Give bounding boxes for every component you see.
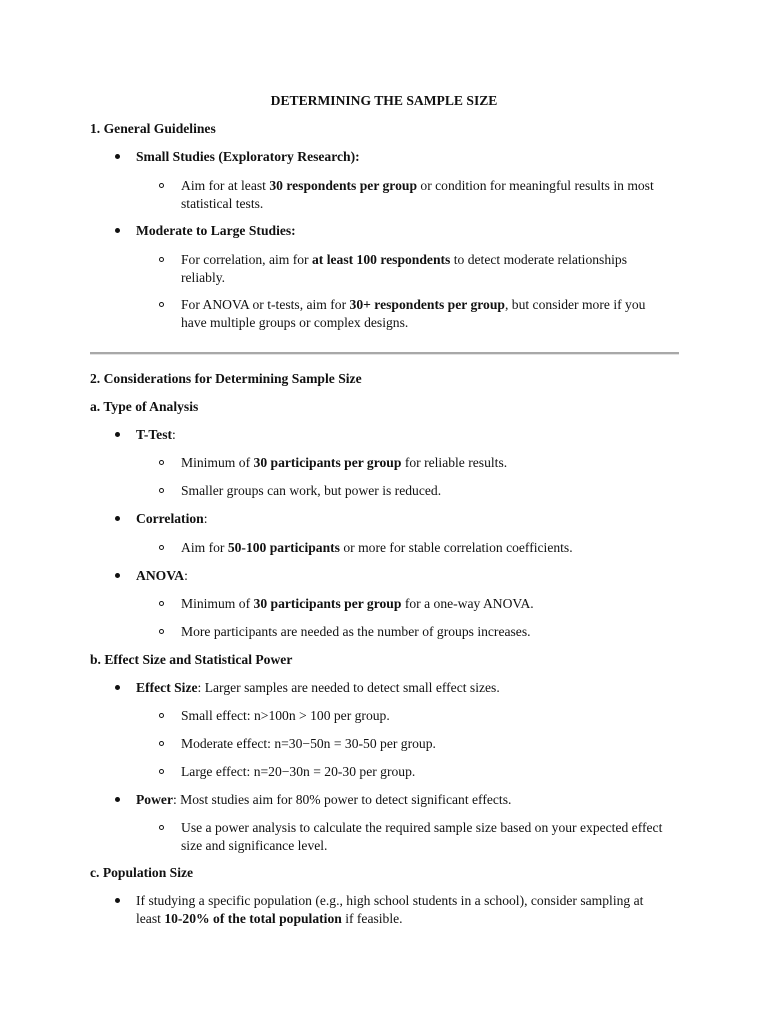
bullet-icon xyxy=(114,573,122,581)
anova-label: ANOVA: xyxy=(136,568,188,583)
small-studies-label: Small Studies (Exploratory Research): xyxy=(136,149,360,164)
moderate-studies-item-correlation: For correlation, aim for at least 100 respondents to detect moderate relationships reliably. xyxy=(181,252,628,285)
bullet-icon xyxy=(114,516,122,524)
bullet-icon xyxy=(114,797,122,805)
ttest-item-minimum: Minimum of 30 participants per group for reliable results. xyxy=(181,455,508,470)
moderate-studies-item-anova: For ANOVA or t-tests, aim for 30+ respondents per group, but consider more if you have multiple groups or complex designs. xyxy=(181,297,646,330)
correlation-label: Correlation: xyxy=(136,511,208,526)
population-size-item: If studying a specific population (e.g., high school students in a school), consider sampling at least 10-20% of the total population if feasible. xyxy=(136,893,644,926)
circle-bullet-icon xyxy=(159,713,164,718)
circle-bullet-icon xyxy=(159,545,164,550)
section-heading-considerations: 2. Considerations for Determining Sample Size xyxy=(90,371,362,386)
circle-bullet-icon xyxy=(159,302,164,307)
circle-bullet-icon xyxy=(159,769,164,774)
circle-bullet-icon xyxy=(159,257,164,262)
section-heading-general-guidelines: 1. General Guidelines xyxy=(90,121,216,136)
moderate-effect-item: Moderate effect: n=30−50n = 30-50 per group. xyxy=(181,736,436,751)
ttest-label: T-Test: xyxy=(136,427,176,442)
moderate-studies-label: Moderate to Large Studies: xyxy=(136,223,296,238)
bullet-icon xyxy=(114,228,122,236)
circle-bullet-icon xyxy=(159,629,164,634)
anova-item-minimum: Minimum of 30 participants per group for a one-way ANOVA. xyxy=(181,596,534,611)
power-analysis-item: Use a power analysis to calculate the required sample size based on your expected effect size and significance level. xyxy=(181,820,663,853)
bullet-icon xyxy=(114,685,122,693)
document-title: DETERMINING THE SAMPLE SIZE xyxy=(270,93,498,108)
subsection-heading-effect-size: b. Effect Size and Statistical Power xyxy=(90,652,293,667)
subsection-heading-population-size: c. Population Size xyxy=(90,865,194,880)
circle-bullet-icon xyxy=(159,741,164,746)
ttest-item-smaller-groups: Smaller groups can work, but power is reduced. xyxy=(181,483,442,498)
effect-size-item: Effect Size: Larger samples are needed to detect small effect sizes. xyxy=(136,680,500,695)
circle-bullet-icon xyxy=(159,488,164,493)
circle-bullet-icon xyxy=(159,825,164,830)
bullet-icon xyxy=(114,154,122,162)
anova-item-more-participants: More participants are needed as the number of groups increases. xyxy=(181,624,531,639)
bullet-icon xyxy=(114,898,122,906)
correlation-item: Aim for 50-100 participants or more for stable correlation coefficients. xyxy=(181,540,573,555)
bullet-icon xyxy=(114,432,122,440)
large-effect-item: Large effect: n=20−30n = 20-30 per group. xyxy=(181,764,416,779)
circle-bullet-icon xyxy=(159,460,164,465)
small-effect-item: Small effect: n>100n > 100 per group. xyxy=(181,708,390,723)
circle-bullet-icon xyxy=(159,183,164,188)
horizontal-rule xyxy=(90,352,679,355)
power-item: Power: Most studies aim for 80% power to detect significant effects. xyxy=(136,792,512,807)
small-studies-item: Aim for at least 30 respondents per group or condition for meaningful results in most statistical tests. xyxy=(181,178,654,211)
circle-bullet-icon xyxy=(159,601,164,606)
subsection-heading-type-of-analysis: a. Type of Analysis xyxy=(90,399,199,414)
